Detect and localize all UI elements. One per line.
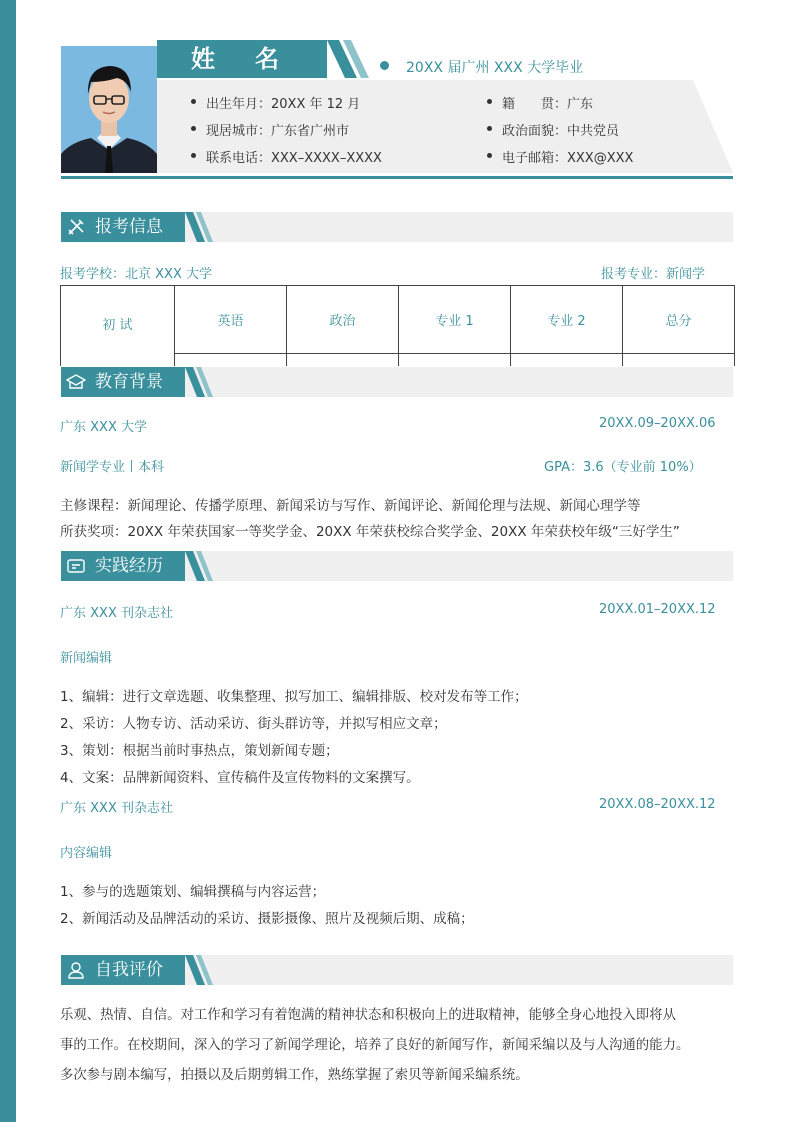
exam-major: 报考专业：新闻学 xyxy=(601,267,706,282)
self-eval-line: 事的工作。在校期间，深入的学习了新闻学理论，培养了良好的新闻写作，新闻采编以及与人沟通的能力。 xyxy=(60,1038,690,1053)
info-native: 籍 贯：广东 xyxy=(502,93,593,112)
section-practice-title: 实践经历 xyxy=(95,556,163,576)
education-courses: 主修课程：新闻理论、传播学原理、新闻采访与写作、新闻评论、新闻伦理与法规、新闻心理学等 xyxy=(60,498,641,514)
table-score-cell xyxy=(175,353,287,366)
section-stripes xyxy=(185,551,215,581)
education-period: 20XX.09–20XX.06 xyxy=(599,416,716,431)
section-stripes xyxy=(185,955,215,985)
education-awards: 所获奖项：20XX 年荣获国家一等奖学金、20XX 年荣获校综合奖学金、20XX 年荣获校年级“三好学生” xyxy=(60,524,680,540)
section-self-title: 自我评价 xyxy=(95,960,163,980)
education-major: 新闻学专业丨本科 xyxy=(60,460,165,475)
pencil-ruler-icon xyxy=(66,217,86,237)
name-decoration-stripes xyxy=(327,40,375,78)
table-header-cell: 专业 2 xyxy=(511,286,623,354)
education-school: 广东 XXX 大学 xyxy=(60,420,147,435)
section-stripes xyxy=(185,367,215,397)
info-email: 电子邮箱：XXX@XXX xyxy=(502,147,633,166)
left-accent-bar xyxy=(0,0,16,1122)
exam-school: 报考学校：北京 XXX 大学 xyxy=(60,267,212,282)
person-icon xyxy=(66,960,86,980)
practice-role: 新闻编辑 xyxy=(60,651,113,666)
name-title: 姓名 xyxy=(157,40,327,78)
practice-item: 2、新闻活动及品牌活动的采访、摄影摄像、照片及视频后期、成稿； xyxy=(60,911,474,927)
practice-org: 广东 XXX 刊杂志社 xyxy=(60,801,173,816)
table-score-cell xyxy=(287,353,399,366)
section-education-header xyxy=(61,367,733,397)
score-row-label: 初 试 xyxy=(61,286,175,367)
section-self-header xyxy=(61,955,733,985)
section-exam-title: 报考信息 xyxy=(95,217,163,237)
section-exam-header xyxy=(61,212,733,242)
practice-item: 1、参与的选题策划、编辑撰稿与内容运营； xyxy=(60,884,326,900)
table-score-cell xyxy=(399,353,511,366)
practice-period: 20XX.08–20XX.12 xyxy=(599,797,716,812)
self-eval-line: 多次参与剧本编写，拍摄以及后期剪辑工作，熟练掌握了索贝等新闻采编系统。 xyxy=(60,1068,529,1083)
self-eval-line: 乐观、热情、自信。对工作和学习有着饱满的精神状态和积极向上的进取精神，能够全身心地投入即将从 xyxy=(60,1008,676,1023)
info-politics: 政治面貌：中共党员 xyxy=(502,120,619,139)
practice-role: 内容编辑 xyxy=(60,846,113,861)
table-header-cell: 政治 xyxy=(287,286,399,354)
graduation-info: 20XX 届广州 XXX 大学毕业 xyxy=(406,60,584,76)
education-gpa: GPA：3.6（专业前 10%） xyxy=(544,460,702,475)
info-city: 现居城市：广东省广州市 xyxy=(206,120,349,139)
section-stripes xyxy=(185,212,215,242)
info-birth: 出生年月：20XX 年 12 月 xyxy=(206,93,360,112)
practice-org: 广东 XXX 刊杂志社 xyxy=(60,606,173,621)
practice-period: 20XX.01–20XX.12 xyxy=(599,602,716,617)
briefcase-icon xyxy=(66,556,86,576)
graduation-cap-icon xyxy=(66,372,86,392)
table-header-cell: 专业 1 xyxy=(399,286,511,354)
section-practice-header xyxy=(61,551,733,581)
table-header-cell: 总分 xyxy=(623,286,735,354)
profile-photo xyxy=(61,46,157,173)
section-education-title: 教育背景 xyxy=(95,372,163,392)
practice-item: 1、编辑：进行文章选题、收集整理、拟写加工、编辑排版、校对发布等工作； xyxy=(60,689,528,705)
score-table xyxy=(60,285,735,366)
practice-item: 2、采访：人物专访、活动采访、街头群访等，并拟写相应文章； xyxy=(60,716,447,732)
table-score-cell xyxy=(511,353,623,366)
header-divider xyxy=(61,176,733,179)
score-table-wrapper xyxy=(55,280,745,366)
info-phone: 联系电话：XXX–XXXX–XXXX xyxy=(206,147,382,166)
practice-item: 4、文案：品牌新闻资料、宣传稿件及宣传物料的文案撰写。 xyxy=(60,770,420,786)
practice-item: 3、策划：根据当前时事热点，策划新闻专题； xyxy=(60,743,339,759)
table-score-cell xyxy=(623,353,735,366)
graduation-bullet xyxy=(380,61,389,70)
table-header-cell: 英语 xyxy=(175,286,287,354)
